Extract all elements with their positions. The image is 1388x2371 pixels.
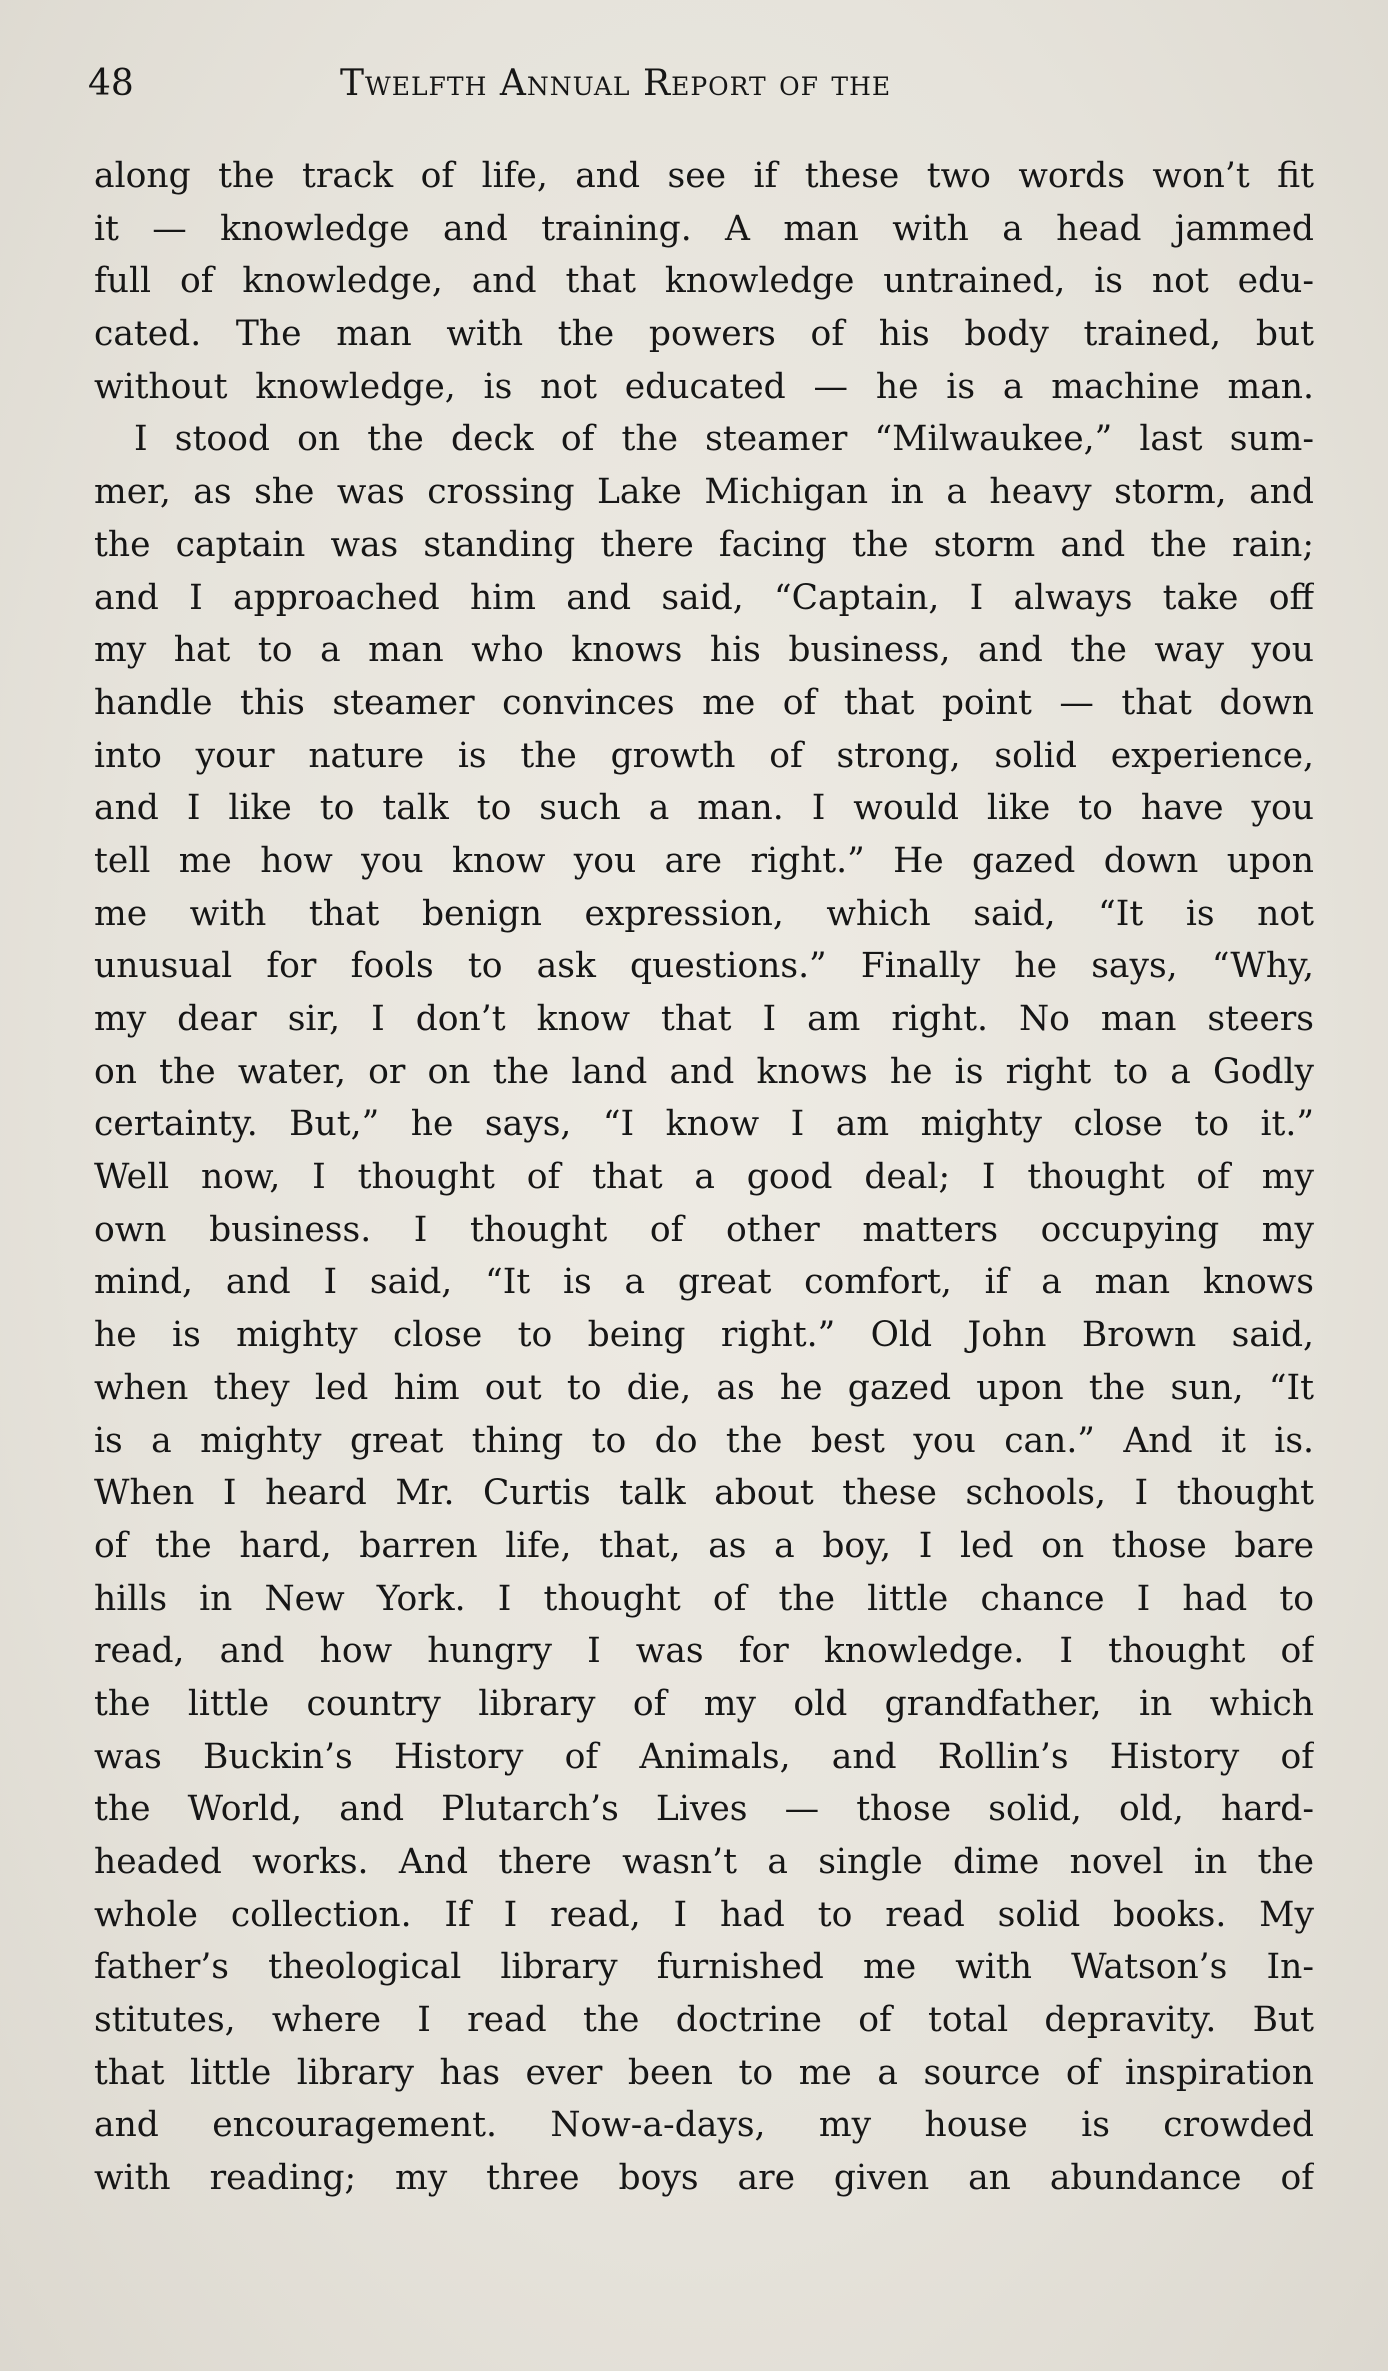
- text-line: was Buckin’s History of Animals, and Rollin’s History of: [94, 1736, 1314, 1777]
- text-line: headed works. And there wasn’t a single dime novel in the: [94, 1842, 1314, 1882]
- text-line: he is mighty close to being right.” Old John Brown said,: [94, 1315, 1314, 1356]
- running-head: [88, 54, 1298, 114]
- text-line: is a mighty great thing to do the best you can.” And it is.: [94, 1420, 1314, 1461]
- text-line: cated. The man with the powers of his body trained, but: [94, 314, 1314, 355]
- text-line: When I heard Mr. Curtis talk about these schools, I thought: [94, 1473, 1314, 1514]
- text-line: with reading; my three boys are given an abundance of: [94, 2158, 1314, 2199]
- text-line: the captain was standing there facing the storm and the rain;: [94, 524, 1314, 565]
- text-line: unusual for fools to ask questions.” Finally he says, “Why,: [94, 946, 1314, 987]
- text-line: without knowledge, is not educated — he is a machine man.: [94, 366, 1314, 407]
- text-line: own business. I thought of other matters occupying my: [94, 1209, 1314, 1250]
- text-line: that little library has ever been to me a source of inspiration: [94, 2052, 1314, 2093]
- text-line: the little country library of my old grandfather, in which: [94, 1683, 1314, 1724]
- text-line: my dear sir, I don’t know that I am right. No man steers: [94, 999, 1314, 1039]
- text-line: and I like to talk to such a man. I would like to have you: [94, 788, 1314, 829]
- text-line: father’s theological library furnished me with Watson’s In-: [94, 1947, 1314, 1988]
- text-line: Well now, I thought of that a good deal; I thought of my: [94, 1157, 1314, 1198]
- text-line: and encouragement. Now-a-days, my house is crowded: [94, 2105, 1314, 2146]
- text-line: and I approached him and said, “Captain, I always take off: [94, 577, 1314, 618]
- text-line: full of knowledge, and that knowledge untrained, is not edu-: [94, 261, 1314, 302]
- text-line: on the water, or on the land and knows he is right to a Godly: [94, 1051, 1314, 1092]
- text-line: mind, and I said, “It is a great comfort, if a man knows: [94, 1262, 1314, 1303]
- text-line: when they led him out to die, as he gazed upon the sun, “It: [94, 1367, 1314, 1408]
- text-line: stitutes, where I read the doctrine of total depravity. But: [94, 2000, 1314, 2041]
- text-line: of the hard, barren life, that, as a boy, I led on those bare: [94, 1525, 1314, 1566]
- text-line: I stood on the deck of the steamer “Milwaukee,” last sum-: [134, 419, 1314, 460]
- text-line: read, and how hungry I was for knowledge. I thought of: [94, 1631, 1314, 1672]
- text-line: me with that benign expression, which said, “It is not: [94, 893, 1314, 934]
- text-line: it — knowledge and training. A man with a head jammed: [94, 208, 1314, 249]
- text-line: handle this steamer convinces me of that point — that down: [94, 682, 1314, 723]
- text-line: tell me how you know you are right.” He gazed down upon: [94, 840, 1314, 881]
- text-line: along the track of life, and see if these two words won’t fit: [94, 156, 1314, 196]
- body-text: [94, 150, 1314, 2205]
- page-number: 48: [88, 63, 134, 104]
- text-line: hills in New York. I thought of the little chance I had to: [94, 1578, 1314, 1619]
- text-line: my hat to a man who knows his business, and the way you: [94, 630, 1314, 671]
- text-line: mer, as she was crossing Lake Michigan in a heavy storm, and: [94, 472, 1314, 513]
- running-title: Twelfth Annual Report of the: [340, 63, 892, 104]
- text-line: the World, and Plutarch’s Lives — those solid, old, hard-: [94, 1789, 1314, 1830]
- text-line: whole collection. If I read, I had to read solid books. My: [94, 1894, 1314, 1935]
- text-line: into your nature is the growth of strong, solid experience,: [94, 735, 1314, 776]
- text-line: certainty. But,” he says, “I know I am mighty close to it.”: [94, 1104, 1314, 1145]
